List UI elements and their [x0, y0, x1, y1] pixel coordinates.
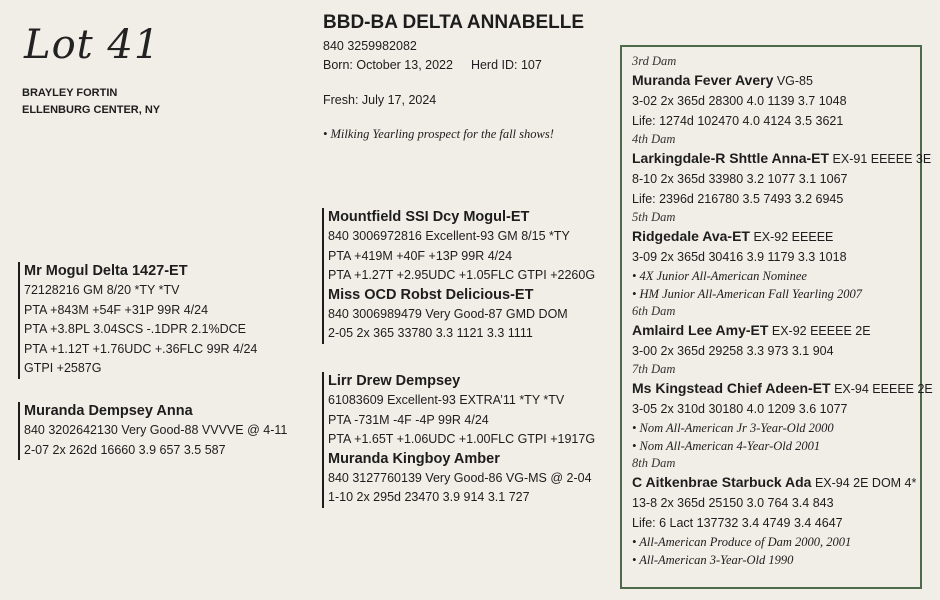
dam-6th — [632, 303, 920, 361]
dam-name-text: Larkingdale-R Shttle Anna-ET — [632, 150, 830, 166]
dam-record-line: 3-09 2x 365d 30416 3.9 1179 3.3 1018 — [632, 250, 847, 264]
dam-record-line: 3-02 2x 365d 28300 4.0 1139 3.7 1048 — [632, 94, 847, 108]
dam-generation-label: 5th Dam — [632, 210, 676, 224]
dam-block — [18, 402, 287, 460]
sire-sire-block — [322, 208, 595, 344]
sire-line: GTPI +2587G — [24, 361, 102, 375]
lot-number: Lot 41 — [24, 22, 161, 68]
sire-line: PTA +843M +54F +31P 99R 4/24 — [24, 302, 209, 317]
dam-name-text: C Aitkenbrae Starbuck Ada — [632, 474, 812, 490]
dam-honor: • HM Junior All-American Fall Yearling 2007 — [632, 287, 863, 301]
sire-line: PTA +3.8PL 3.04SCS -.1DPR 2.1%DCE — [24, 322, 246, 336]
sire-block — [18, 262, 257, 379]
dam-name-text: Ridgedale Ava-ET — [632, 228, 750, 244]
sire-name: Mr Mogul Delta 1427-ET — [24, 263, 188, 279]
dam-5th — [632, 209, 920, 303]
dam-sire-name: Lirr Drew Dempsey — [328, 373, 461, 389]
dam-generation-label: 6th Dam — [632, 304, 676, 318]
sire-sire-line: 840 3006972816 Excellent-93 GM 8/15 *TY — [328, 229, 570, 243]
sire-line: PTA +1.12T +1.76UDC +.36FLC 99R 4/24 — [24, 341, 258, 356]
dam-honor: • 4X Junior All-American Nominee — [632, 269, 807, 283]
sire-sire-name: Mountfield SSI Dcy Mogul-ET — [328, 209, 530, 225]
dam-classification: EX-92 EEEEE 2E — [768, 324, 871, 338]
dam-name — [632, 378, 933, 399]
dam-line: 840 3202642130 Very Good-88 VVVVE @ 4-11 — [24, 423, 288, 437]
dam-sire-line: PTA +1.65T +1.06UDC +1.00FLC GTPI +1917G — [328, 432, 596, 446]
dam-name — [632, 472, 920, 493]
animal-born-row — [323, 56, 542, 75]
dam-dam-line: 1-10 2x 295d 23470 3.9 914 3.1 727 — [328, 490, 530, 504]
animal-note: • Milking Yearling prospect for the fall shows! — [323, 127, 554, 141]
dam-classification: EX-94 2E DOM 4* — [811, 476, 917, 490]
dam-name — [632, 148, 932, 169]
dam-name — [632, 226, 920, 247]
sire-line: 72128216 GM 8/20 *TY *TV — [24, 283, 180, 297]
dam-honor: • Nom All-American 4-Year-Old 2001 — [632, 439, 821, 453]
dam-classification: EX-92 EEEEE — [750, 230, 834, 244]
dam-name — [632, 320, 920, 341]
consignor-location: ELLENBURG CENTER, NY — [22, 104, 161, 116]
dam-name: Muranda Dempsey Anna — [24, 403, 193, 419]
animal-registration: 840 3259982082 — [323, 39, 417, 53]
consignor — [22, 85, 160, 119]
animal-info — [323, 37, 542, 75]
consignor-name: BRAYLEY FORTIN — [22, 87, 118, 99]
dam-3rd — [632, 53, 920, 131]
dam-record-line: 3-05 2x 310d 30180 4.0 1209 3.6 1077 — [632, 402, 848, 416]
animal-name: BBD-BA DELTA ANNABELLE — [323, 12, 585, 33]
dam-sire-line: PTA -731M -4F -4P 99R 4/24 — [328, 412, 489, 427]
dam-generation-label: 8th Dam — [632, 456, 676, 470]
dam-generation-label: 7th Dam — [632, 362, 676, 376]
dam-name-text: Ms Kingstead Chief Adeen-ET — [632, 380, 831, 396]
sire-dam-line: 840 3006989479 Very Good-87 GMD DOM — [328, 306, 568, 321]
dam-record-line: Life: 1274d 102470 4.0 4124 3.5 3621 — [632, 114, 844, 128]
sire-sire-line: PTA +1.27T +2.95UDC +1.05FLC GTPI +2260G — [328, 268, 596, 282]
dam-record-line: 8-10 2x 365d 33980 3.2 1077 3.1 1067 — [632, 172, 848, 186]
dam-honor: • All-American 3-Year-Old 1990 — [632, 553, 794, 567]
dam-record-line: Life: 6 Lact 137732 3.4 4749 3.4 4647 — [632, 516, 843, 530]
dam-honor: • Nom All-American Jr 3-Year-Old 2000 — [632, 421, 834, 435]
dam-honor: • All-American Produce of Dam 2000, 2001 — [632, 535, 852, 549]
dam-dam-name: Muranda Kingboy Amber — [328, 450, 500, 467]
dam-sire-line: 61083609 Excellent-93 EXTRA’11 *TY *TV — [328, 393, 565, 407]
dam-4th — [632, 131, 932, 209]
dam-8th — [632, 455, 920, 569]
dam-record-line: 3-00 2x 365d 29258 3.3 973 3.1 904 — [632, 344, 834, 358]
dam-classification: VG-85 — [773, 74, 813, 88]
dam-name — [632, 70, 920, 91]
dam-sire-block — [322, 372, 595, 508]
dam-name-text: Amlaird Lee Amy-ET — [632, 322, 769, 338]
maternal-line-box — [620, 45, 933, 589]
dam-generation-label: 3rd Dam — [632, 54, 677, 68]
sire-dam-name: Miss OCD Robst Delicious-ET — [328, 286, 534, 303]
dam-classification: EX-94 EEEEE 2E — [830, 382, 933, 396]
animal-fresh: Fresh: July 17, 2024 — [323, 93, 437, 107]
dam-name-text: Muranda Fever Avery — [632, 72, 774, 88]
sire-sire-line: PTA +419M +40F +13P 99R 4/24 — [328, 248, 513, 263]
dam-7th — [632, 361, 933, 455]
animal-born: Born: October 13, 2022 — [323, 58, 453, 72]
dam-record-line: Life: 2396d 216780 3.5 7493 3.2 6945 — [632, 192, 844, 206]
animal-herd-id: Herd ID: 107 — [470, 58, 542, 72]
dam-record-line: 13-8 2x 365d 25150 3.0 764 3.4 843 — [632, 496, 834, 510]
dam-line: 2-07 2x 262d 16660 3.9 657 3.5 587 — [24, 442, 226, 457]
dam-dam-line: 840 3127760139 Very Good-86 VG-MS @ 2-04 — [328, 470, 592, 485]
dam-generation-label: 4th Dam — [632, 132, 676, 146]
dam-classification: EX-91 EEEEE 3E — [829, 152, 932, 166]
sire-dam-line: 2-05 2x 365 33780 3.3 1121 3.3 1111 — [328, 326, 533, 340]
